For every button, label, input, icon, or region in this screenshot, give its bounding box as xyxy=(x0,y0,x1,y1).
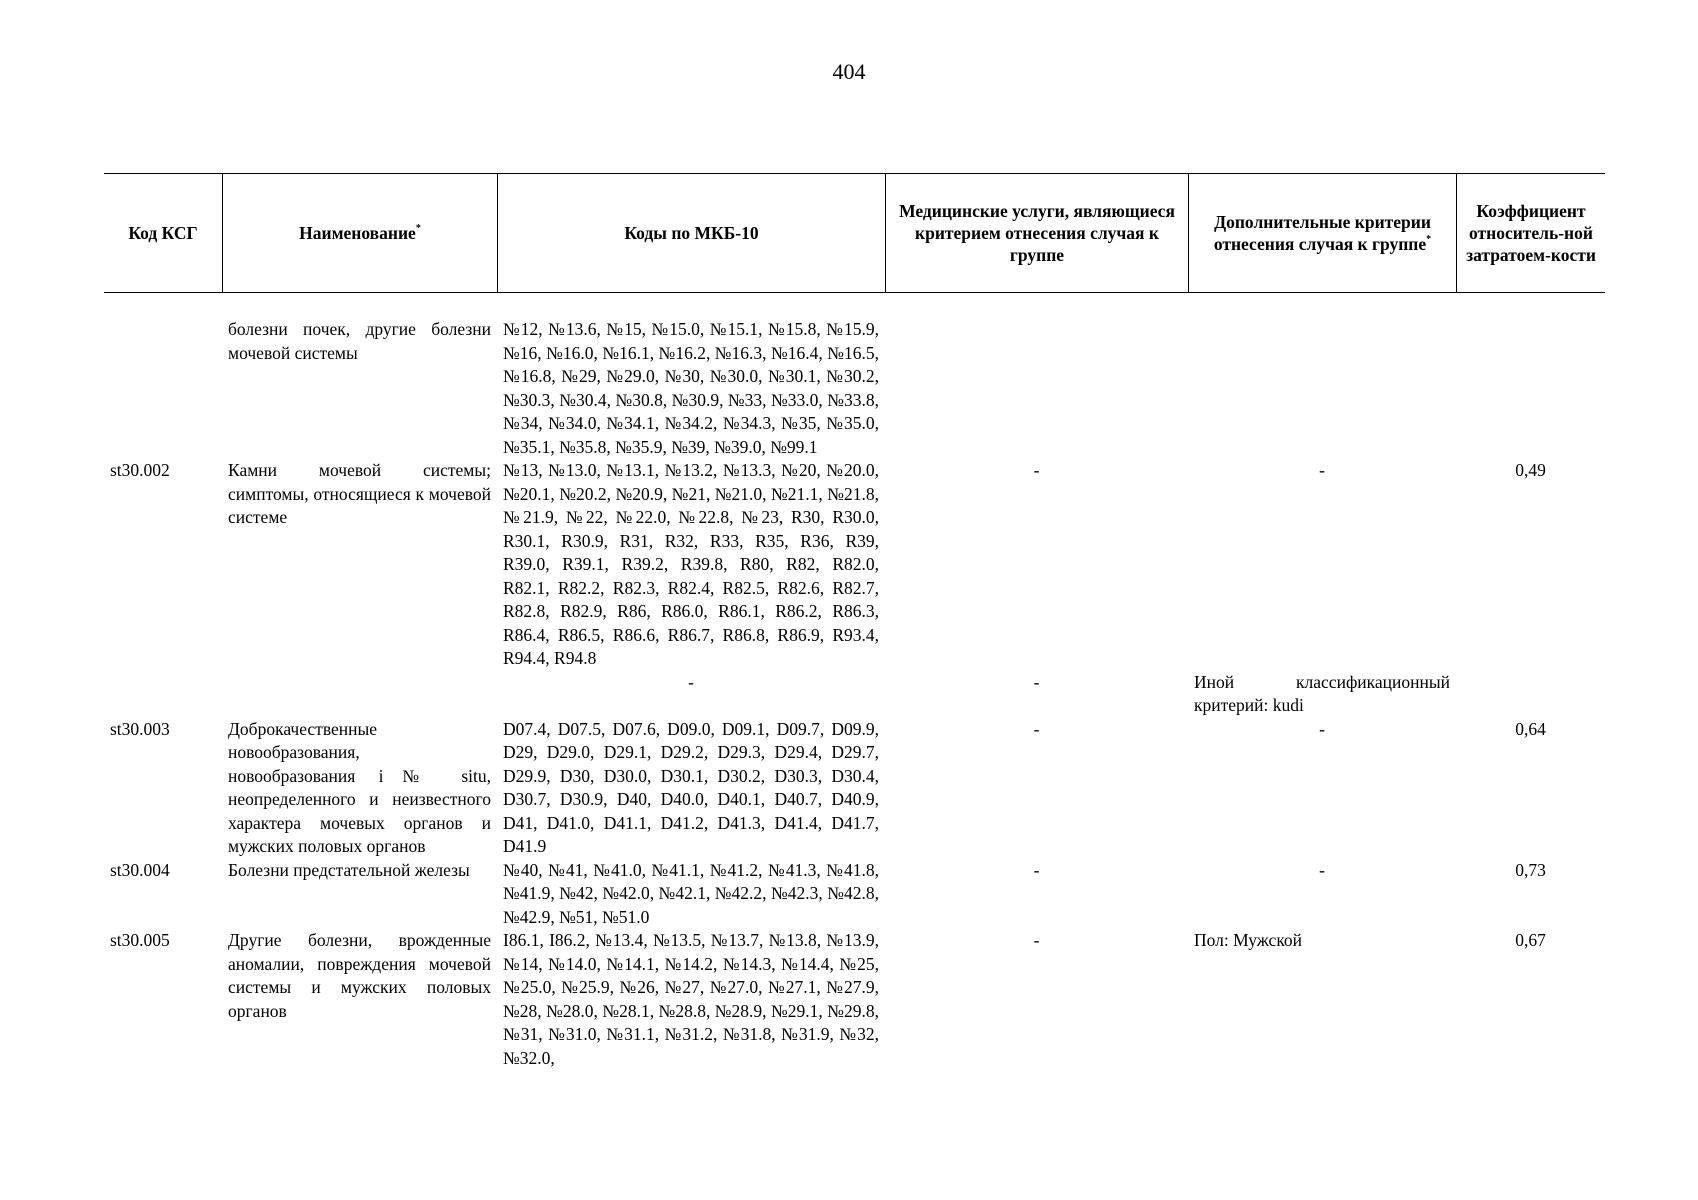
row-coefficient: 0,49 xyxy=(1515,460,1546,480)
row-icd-codes: №40, №41, №41.0, №41.1, №41.2, №41.3, №41.8, №41.9, №42, №42.0, №42.1, №42.2, №42.3, №42.8, №42.9, №51, №51.0 xyxy=(503,859,879,927)
row-name: болезни почек, другие болезни мочевой системы xyxy=(228,319,491,363)
row-coefficient: 0,73 xyxy=(1515,859,1546,880)
row-code: st30.003 xyxy=(110,718,170,739)
row-code: st30.004 xyxy=(110,859,170,880)
row-services: - xyxy=(1033,460,1040,480)
row-extra-criteria: - xyxy=(1319,859,1325,880)
row-services: - xyxy=(1033,930,1040,950)
table-row xyxy=(104,929,1605,1070)
row-icd-codes: I86.1, I86.2, №13.4, №13.5, №13.7, №13.8, №13.9, №14, №14.0, №14.1, №14.2, №14.3, №14.4, №25, №25.0, №25.9, №26, №27, №27.0, №27.1, №27.9, №28, №28.0, №28.1, №28.8, №28.9, №29.1, №29.8, №31, №31.0, №31.1, №31.2, №31.8, №31.9, №32, №32.0, xyxy=(503,930,879,1068)
row-extra-criteria xyxy=(1188,318,1456,459)
row-extra-criteria: - xyxy=(1319,460,1325,480)
row-code: st30.005 xyxy=(110,930,170,950)
row-coefficient: 0,64 xyxy=(1515,718,1546,739)
row-coefficient xyxy=(1456,318,1605,459)
table-row xyxy=(104,459,1605,671)
row-extra-criteria: Пол: Мужской xyxy=(1194,930,1303,950)
header-name: Наименование * xyxy=(222,174,497,292)
row-services: - xyxy=(1033,718,1040,739)
row-services: - xyxy=(1033,859,1040,880)
row-icd-codes: D07.4, D07.5, D07.6, D09.0, D09.1, D09.7, D09.9, D29, D29.0, D29.1, D29.2, D29.3, D29.4, D29.7, D29.9, D30, D30.0, D30.1, D30.2, D30.3, D30.4, D30.7, D30.9, D40, D40.0, D40.1, D40.7, D40.9, D41, D41.0, D41.1, D41.2, D41.3, D41.4, D41.7, D41.9 xyxy=(503,718,879,856)
table-body xyxy=(104,293,1605,1070)
row-name: Другие болезни, врожденные аномалии, повреждения мочевой системы и мужских половых органов xyxy=(228,930,491,1021)
header-extra-footnote-mark: * xyxy=(1426,234,1432,245)
row-name: Доброкачественные новообразования, новообразования i№ situ, неопределенного и неизвестного характера мочевых органов и мужских половых органов xyxy=(228,718,491,856)
row-name: Болезни предстательной железы xyxy=(228,859,470,880)
table-row xyxy=(104,859,1605,930)
row-extra-criteria: - xyxy=(1319,718,1325,739)
header-medical-services: Медицинские услуги, являющиеся критерием отнесения случая к группе xyxy=(885,174,1188,292)
row-icd-codes: №12, №13.6, №15, №15.0, №15.1, №15.8, №15.9, №16, №16.0, №16.1, №16.2, №16.3, №16.4, №16.5, №16.8, №29, №29.0, №30, №30.0, №30.1, №30.2, №30.3, №30.4, №30.8, №30.9, №33, №33.0, №33.8, №34, №34.0, №34.1, №34.2, №34.3, №35, №35.0, №35.1, №35.8, №35.9, №39, №39.0, №99.1 xyxy=(503,319,879,457)
table-row xyxy=(104,318,1605,459)
row-services: - xyxy=(1033,671,1040,692)
header-code: Код КСГ xyxy=(128,223,198,243)
row-extra-criteria: Иной классификационный критерий: kudi xyxy=(1194,671,1450,715)
row-name xyxy=(222,671,497,718)
row-coefficient: 0,67 xyxy=(1515,930,1546,950)
row-code xyxy=(104,671,222,718)
page-number: 404 xyxy=(832,59,866,84)
table-row xyxy=(104,671,1605,718)
header-icd-codes: Коды по МКБ-10 xyxy=(497,174,885,292)
row-code: st30.002 xyxy=(110,460,170,480)
table-row xyxy=(104,718,1605,859)
row-name: Камни мочевой системы; симптомы, относящиеся к мочевой системе xyxy=(228,460,491,527)
row-coefficient xyxy=(1456,671,1605,718)
row-icd-codes: №13, №13.0, №13.1, №13.2, №13.3, №20, №20.0, №20.1, №20.2, №20.9, №21, №21.0, №21.1, №21.8, №21.9, №22, №22.0, №22.8, №23, R30, R30.0, R30.1, R30.9, R31, R32, R33, R35, R36, R39, R39.0, R39.1, R39.2, R39.8, R80, R82, R82.0, R82.1, R82.2, R82.3, R82.4, R82.5, R82.6, R82.7, R82.8, R82.9, R86, R86.0, R86.1, R86.2, R86.3, R86.4, R86.5, R86.6, R86.7, R86.8, R86.9, R93.4, R94.4, R94.8 xyxy=(503,460,879,668)
header-name-footnote-mark: * xyxy=(415,223,421,234)
row-services xyxy=(885,318,1188,459)
row-icd-codes: - xyxy=(688,671,694,692)
table-header xyxy=(104,173,1605,293)
ksg-table xyxy=(104,173,1605,1070)
header-extra-criteria: Дополнительные критерии отнесения случая к группе* xyxy=(1188,174,1456,292)
header-coefficient: Коэффициент относитель-ной затратоем-кости xyxy=(1456,174,1605,292)
row-code xyxy=(104,318,222,459)
